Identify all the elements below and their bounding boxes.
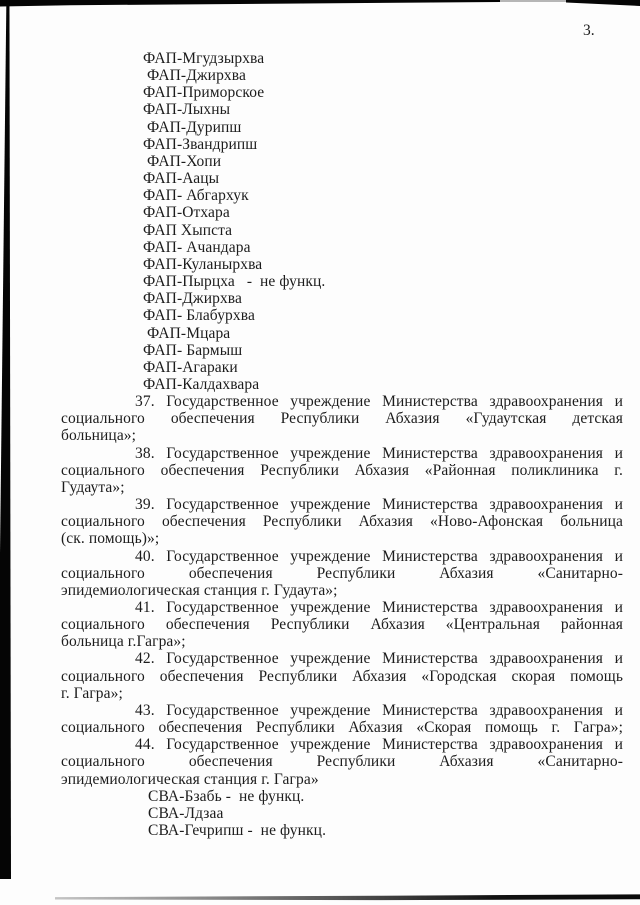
fap-list xyxy=(61,50,623,393)
paragraph-line: социального обеспечения Республики Абхазия «Районная поликлиника г. xyxy=(61,461,623,479)
page-number: 3. xyxy=(583,22,595,39)
fap-list-item: ФАП-Джирхва xyxy=(143,290,242,308)
sva-list-item: СВА-Лдзаа xyxy=(148,804,224,822)
fap-list-item: ФАП-Приморское xyxy=(143,84,265,102)
paragraph-line: 37. Государственное учреждение Министерства здравоохранения и xyxy=(135,393,623,411)
fap-list-item: ФАП-Отхара xyxy=(143,204,230,222)
paragraph-line: больница г.Гагра»; xyxy=(61,633,186,651)
sva-list xyxy=(61,788,623,839)
scan-edge-left xyxy=(0,0,11,879)
fap-list-item: ФАП- Бармыш xyxy=(143,341,243,359)
fap-list-item: ФАП- Блабурхва xyxy=(143,307,255,325)
paragraph-line: эпидемиологическая станция г. Гудаута»; xyxy=(61,581,338,599)
paragraph-line: социального обеспечения Республики Абхазия «Центральная районная xyxy=(61,616,623,634)
sva-list-item: СВА-Гечрипш - не функц. xyxy=(148,822,327,840)
paragraph-line: социального обеспечения Республики Абхазия «Скорая помощь г. Гагра»; xyxy=(61,719,623,737)
paragraph-line: социального обеспечения Республики Абхазия «Ново-Афонская больница xyxy=(61,513,623,531)
paragraph-line: 44. Государственное учреждение Министерства здравоохранения и xyxy=(135,736,623,754)
paragraph-44 xyxy=(61,736,623,787)
paragraph-line: социального обеспечения Республики Абхазия «Городская скорая помощь xyxy=(61,667,623,685)
paragraph-line: 42. Государственное учреждение Министерства здравоохранения и xyxy=(135,650,623,668)
paragraph-line: больница»; xyxy=(61,427,137,445)
fap-list-item: ФАП Хыпста xyxy=(143,221,233,239)
fap-list-item: ФАП- Ачандара xyxy=(143,238,251,256)
paragraph-line: Гудаута»; xyxy=(61,478,125,496)
fap-list-item: ФАП-Звандрипш xyxy=(143,135,258,153)
fap-list-item: ФАП-Дурипш xyxy=(143,118,242,136)
fap-list-item: ФАП-Мгудзырхва xyxy=(143,50,265,67)
fap-list-item: ФАП-Куланырхва xyxy=(143,255,263,273)
paragraph-line: эпидемиологическая станция г. Гагра» xyxy=(61,770,319,788)
paragraph-line: 38. Государственное учреждение Министерства здравоохранения и xyxy=(135,444,623,462)
fap-list-item: ФАП-Аацы xyxy=(143,170,220,188)
fap-list-item: ФАП-Калдахвара xyxy=(143,375,260,393)
fap-list-item: ФАП- Абгархук xyxy=(143,187,249,205)
fap-list-item: ФАП-Мцара xyxy=(143,324,231,342)
paragraph-line: социального обеспечения Республики Абхазия «Гудаутская детская xyxy=(61,410,623,428)
paragraph-line: социального обеспечения Республики Абхазия «Санитарно- xyxy=(61,753,623,771)
paragraph-42 xyxy=(61,650,623,701)
paragraph-line: социального обеспечения Республики Абхазия «Санитарно- xyxy=(61,564,623,582)
scan-edge-top-right xyxy=(566,0,640,6)
paragraph-38 xyxy=(61,445,623,496)
sva-list-item: СВА-Бзабь - не функц. xyxy=(148,787,305,805)
paragraph-line: 39. Государственное учреждение Министерства здравоохранения и xyxy=(135,496,623,514)
paragraph-line: 41. Государственное учреждение Министерства здравоохранения и xyxy=(135,599,623,616)
fap-list-item: ФАП-Хопи xyxy=(143,152,222,170)
fap-list-item: ФАП-Джирхва xyxy=(143,67,246,85)
fap-list-item: ФАП-Агараки xyxy=(143,358,238,376)
scan-edge-top-middle xyxy=(470,0,575,2)
paragraph-39 xyxy=(61,496,623,547)
paragraph-40 xyxy=(61,548,623,599)
fap-list-item: ФАП-Пырцха - не функц. xyxy=(143,273,326,291)
document-content xyxy=(61,50,623,839)
paragraph-line: г. Гагра»; xyxy=(61,684,123,702)
scan-edge-top-left xyxy=(0,0,500,7)
fap-list-item: ФАП-Лыхны xyxy=(143,101,231,119)
paragraph-line: 40. Государственное учреждение Министерства здравоохранения и xyxy=(135,547,623,565)
paragraph-43 xyxy=(61,702,623,736)
scan-edge-bottom xyxy=(55,894,640,901)
paragraph-line: (ск. помощь)»; xyxy=(61,530,160,548)
paragraph-41 xyxy=(61,599,623,650)
paragraph-line: 43. Государственное учреждение Министерства здравоохранения и xyxy=(135,701,623,719)
paragraph-37 xyxy=(61,393,623,444)
